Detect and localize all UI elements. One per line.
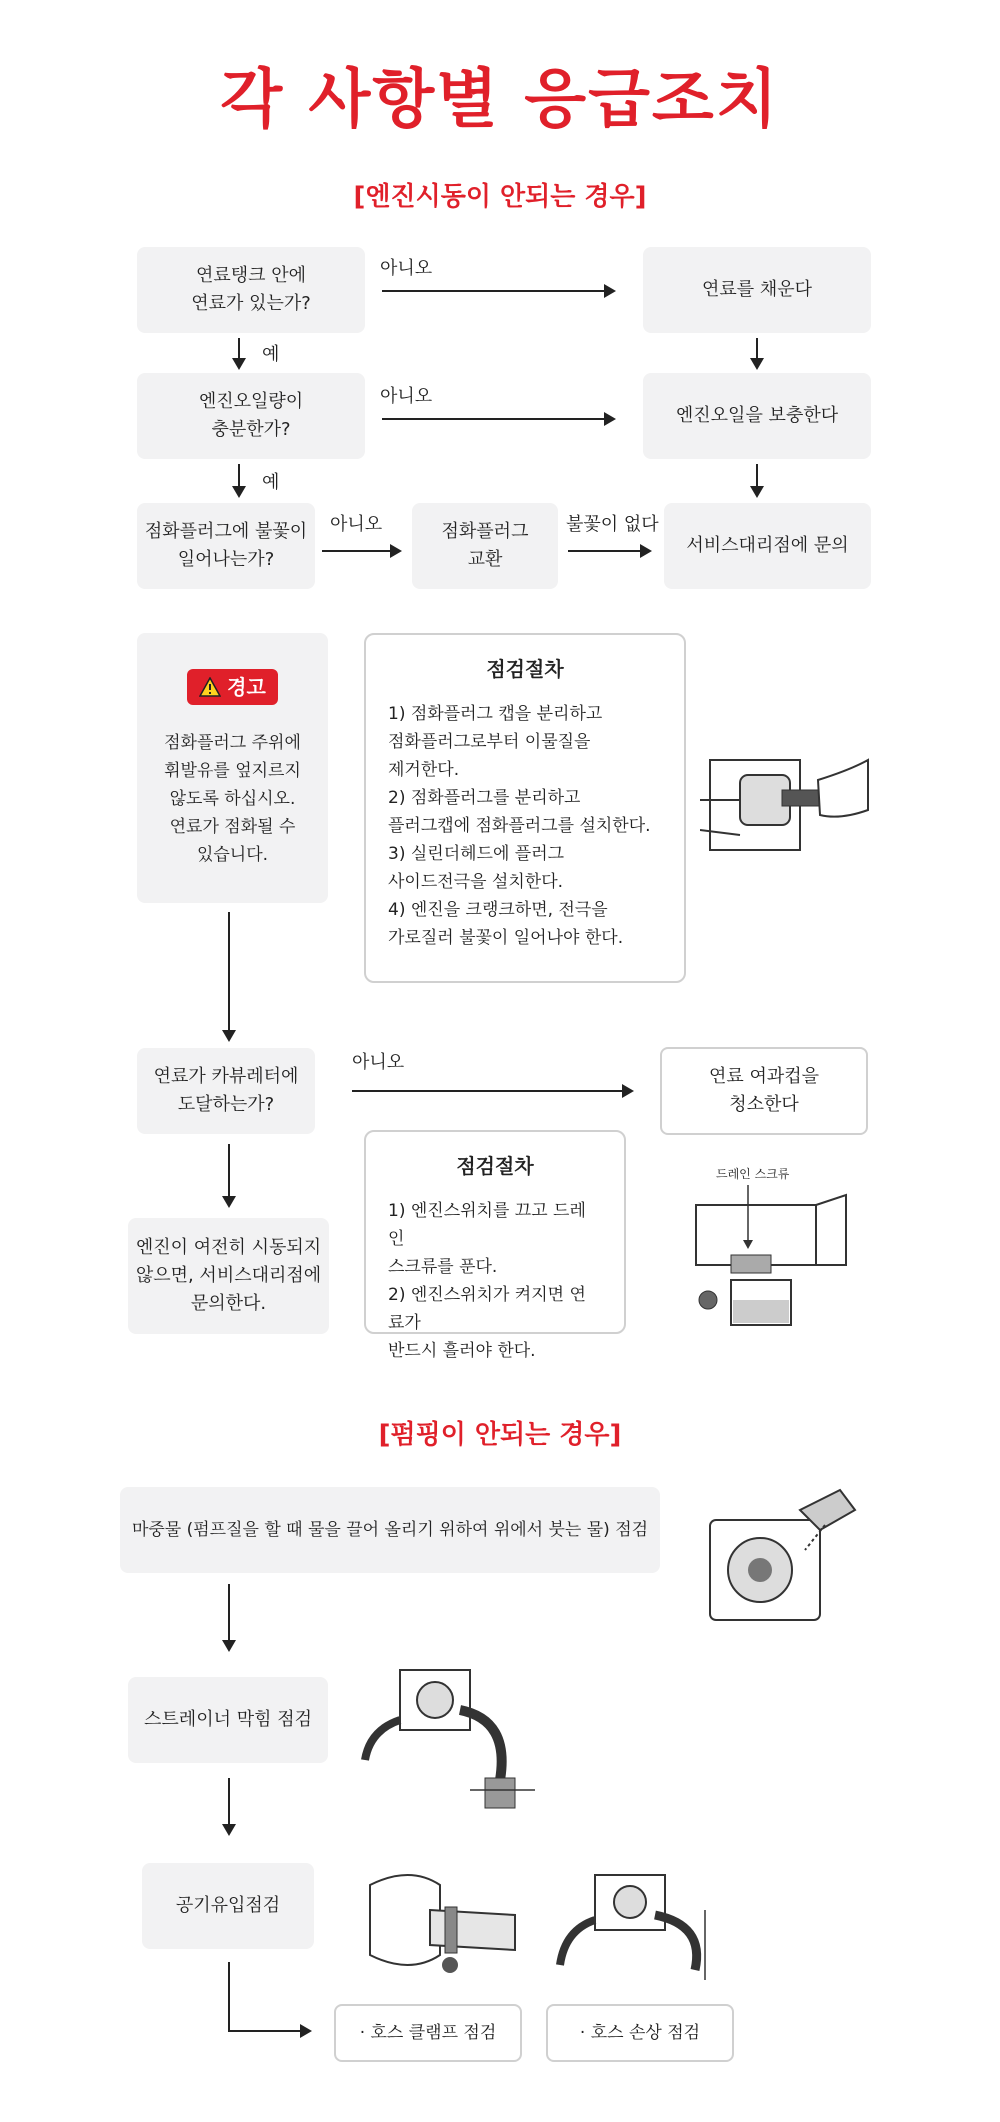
page-title: 각 사항별 응급조치 xyxy=(220,63,780,137)
question-carburetor: 연료가 카뷰레터에 도달하는가? xyxy=(137,1048,315,1134)
procedure-fuel-check xyxy=(364,1130,626,1361)
warning-badge-label: 경고 xyxy=(227,675,266,699)
arrow-to-hose-checks xyxy=(228,2030,310,2032)
label-yes-2: 예 xyxy=(262,472,280,493)
procedure-fuel-step: 2) 엔진스위치가 켜지면 연료가 반드시 흘러야 한다. xyxy=(388,1285,586,1361)
label-no-3: 아니오 xyxy=(330,514,383,535)
procedure-spark-step: 2) 점화플러그를 분리하고 플러그캡에 점화플러그를 설치한다. xyxy=(388,788,651,836)
warning-text: 점화플러그 주위에 휘발유를 엎지르지 않도록 하십시오. 연료가 점화될 수 있습니다. xyxy=(164,733,301,865)
section-title-pumping: [펌핑이 안되는 경우] xyxy=(378,1420,622,1450)
label-no-2: 아니오 xyxy=(380,386,433,407)
check-hose-clamp: · 호스 클램프 점검 xyxy=(334,2004,522,2062)
arrow-no-spark xyxy=(568,550,650,552)
step-air-leak: 공기유입점검 xyxy=(142,1863,314,1949)
arrow-no-2 xyxy=(382,418,614,420)
arrow-yes-1 xyxy=(238,338,240,368)
question-engine-oil: 엔진오일량이 충분한가? xyxy=(137,373,365,459)
drain-screw-illustration xyxy=(676,1185,856,1335)
action-clean-filter-cup: 연료 여과컵을 청소한다 xyxy=(660,1047,868,1135)
arrow-down-a2 xyxy=(756,464,758,496)
question-fuel-tank: 연료탱크 안에 연료가 있는가? xyxy=(137,247,365,333)
pump-priming-illustration xyxy=(690,1480,860,1640)
arrow-to-final xyxy=(228,1144,230,1206)
arrow-no-3 xyxy=(322,550,400,552)
procedure-spark-title: 점검절차 xyxy=(486,657,564,681)
strainer-illustration xyxy=(360,1660,540,1820)
label-yes-1: 예 xyxy=(262,344,280,365)
action-refuel: 연료를 채운다 xyxy=(643,247,871,333)
arrow-no-4 xyxy=(352,1090,632,1092)
arrow-to-carburetor xyxy=(228,912,230,1040)
action-replace-plug: 점화플러그 교환 xyxy=(412,503,558,589)
procedure-spark-step: 4) 엔진을 크랭크하면, 전극을 가로질러 불꽃이 일어나야 한다. xyxy=(388,900,624,948)
drain-screw-label: 드레인 스크류 xyxy=(716,1167,790,1181)
procedure-spark-step: 3) 실린더헤드에 플러그 사이드전극을 설치한다. xyxy=(388,844,565,892)
check-hose-damage: · 호스 손상 점검 xyxy=(546,2004,734,2062)
hose-damage-illustration xyxy=(555,1860,735,1990)
question-spark: 점화플러그에 불꽃이 일어나는가? xyxy=(137,503,315,589)
step-priming-water: 마중물 (펌프질을 할 때 물을 끌어 올리기 위하여 위에서 붓는 물) 점검 xyxy=(120,1487,660,1573)
step-strainer: 스트레이너 막힘 점검 xyxy=(128,1677,328,1763)
procedure-spark-check xyxy=(364,633,686,983)
warning-badge xyxy=(187,669,278,705)
arrow-no-1 xyxy=(382,290,614,292)
label-no-4: 아니오 xyxy=(352,1052,405,1073)
final-contact-service: 엔진이 여전히 시동되지 않으면, 서비스대리점에 문의한다. xyxy=(128,1218,329,1334)
procedure-fuel-title: 점검절차 xyxy=(456,1154,534,1178)
procedure-fuel-step: 1) 엔진스위치를 끄고 드레인 스크류를 푼다. xyxy=(388,1201,586,1277)
arrow-to-air-leak xyxy=(228,1778,230,1834)
action-contact-service: 서비스대리점에 문의 xyxy=(664,503,871,589)
label-no-spark: 불꽃이 없다 xyxy=(566,514,659,535)
section-title-engine-start: [엔진시동이 안되는 경우] xyxy=(353,182,647,212)
spark-plug-illustration xyxy=(700,740,870,870)
label-no-1: 아니오 xyxy=(380,258,433,279)
arrow-down-a1 xyxy=(756,338,758,368)
arrow-yes-2 xyxy=(238,464,240,496)
procedure-spark-step: 1) 점화플러그 캡을 분리하고 점화플러그로부터 이물질을 제거한다. xyxy=(388,704,603,780)
warning-box xyxy=(137,633,328,903)
hose-clamp-illustration xyxy=(350,1855,520,1985)
warning-icon xyxy=(199,677,221,697)
connector-vertical xyxy=(228,1962,230,2032)
arrow-to-strainer xyxy=(228,1584,230,1650)
action-add-oil: 엔진오일을 보충한다 xyxy=(643,373,871,459)
